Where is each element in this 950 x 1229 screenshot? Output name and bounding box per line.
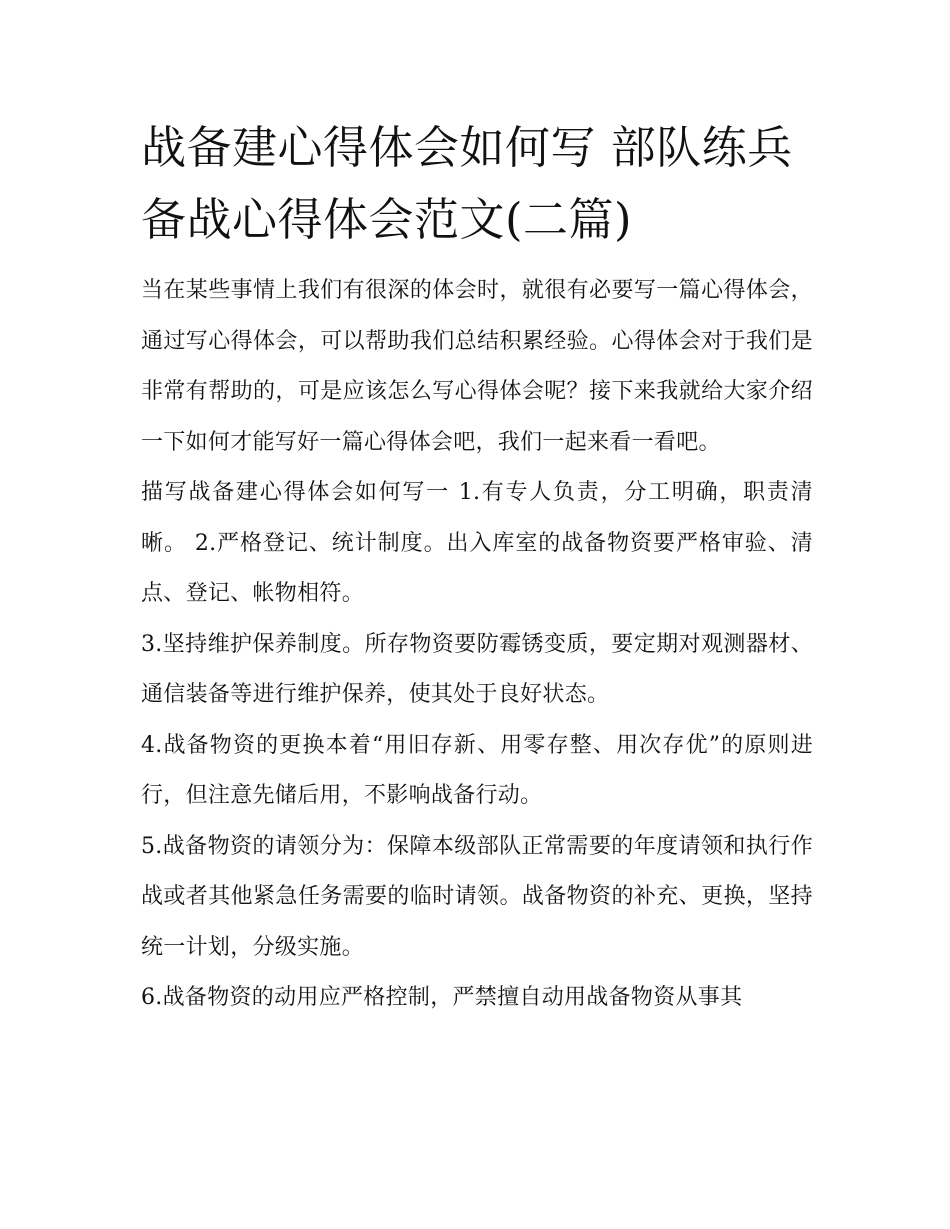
- paragraph-item-4: 4.战备物资的更换本着“用旧存新、用零存整、用次存优”的原则进行，但注意先储后用，不影响战备行动。: [141, 732, 813, 808]
- paragraph-item-1-2: 描写战备建心得体会如何写一 1.有专人负责，分工明确，职责清晰。 2.严格登记、统计制度。出入库室的战备物资要严格审验、清点、登记、帐物相符。: [141, 480, 813, 606]
- paragraph-intro: 当在某些事情上我们有很深的体会时，就很有必要写一篇心得体会，通过写心得体会，可以帮助我们总结积累经验。心得体会对于我们是非常有帮助的，可是应该怎么写心得体会呢？接下来我就给大家介绍一下如何才能写好一篇心得体会吧，我们一起来看一看吧。: [141, 278, 813, 455]
- paragraph-item-3: 3.坚持维护保养制度。所存物资要防霉锈变质，要定期对观测器材、通信装备等进行维护保养，使其处于良好状态。: [141, 631, 813, 707]
- paragraph-item-5: 5.战备物资的请领分为：保障本级部队正常需要的年度请领和执行作战或者其他紧急任务需要的临时请领。战备物资的补充、更换，坚持统一计划，分级实施。: [141, 833, 813, 960]
- paragraph-item-6: 6.战备物资的动用应严格控制，严禁擅自动用战备物资从事其: [141, 985, 743, 1010]
- document-body: [141, 266, 813, 1024]
- document-title: 战备建心得体会如何写 部队练兵备战心得体会范文(二篇): [141, 121, 793, 246]
- document-page: [141, 112, 813, 1024]
